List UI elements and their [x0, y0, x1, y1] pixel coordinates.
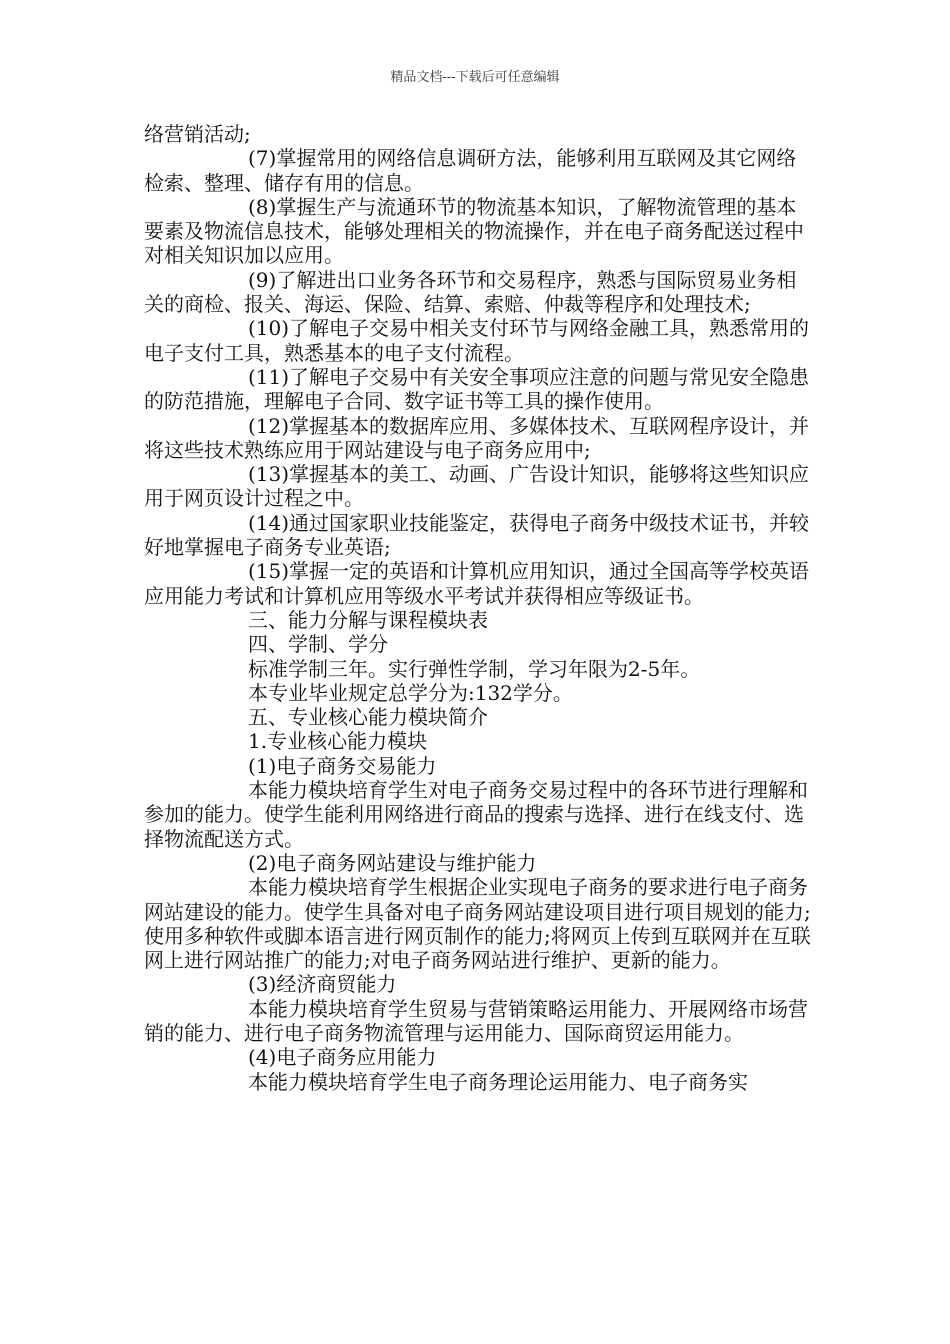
paragraph: (1)电子商务交易能力: [248, 753, 437, 778]
paragraph: (14)通过国家职业技能鉴定，获得电子商务中级技术证书，并较好地掌握电子商务专业英语;: [144, 510, 810, 560]
paragraph: 本能力模块培育学生对电子商务交易过程中的各环节进行理解和参加的能力。使学生能利用网络进行商品的搜索与选择、进行在线支付、选择物流配送方式。: [144, 778, 808, 851]
paragraph: (4)电子商务应用能力: [248, 1045, 437, 1070]
paragraph: 标准学制三年。实行弹性学制，学习年限为2-5年。: [248, 656, 701, 681]
paragraph: 1.专业核心能力模块: [248, 729, 428, 754]
page-header: 精品文档---下载后可任意编辑: [390, 70, 560, 85]
paragraph: (2)电子商务网站建设与维护能力: [248, 850, 537, 875]
paragraph: (8)掌握生产与流通环节的物流基本知识，了解物流管理的基本要素及物流信息技术，能够处理相关的物流操作，并在电子商务配送过程中对相关知识加以应用。: [144, 194, 804, 268]
document-body: [144, 122, 816, 1094]
paragraph: (12)掌握基本的数据库应用、多媒体技术、互联网程序设计，并将这些技术熟练应用于网站建设与电子商务应用中;: [144, 413, 810, 462]
paragraph: 五、专业核心能力模块简介: [248, 705, 488, 730]
paragraph: 本能力模块培育学生电子商务理论运用能力、电子商务实: [248, 1069, 748, 1094]
paragraph: (3)经济商贸能力: [248, 972, 397, 997]
paragraph: (13)掌握基本的美工、动画、广告设计知识，能够将这些知识应用于网页设计过程之中。: [144, 462, 810, 511]
paragraph: (7)掌握常用的网络信息调研方法，能够利用互联网及其它网络检索、整理、储存有用的信息。: [144, 146, 797, 195]
paragraph: 四、学制、学分: [248, 632, 388, 657]
paragraph: (10)了解电子交易中相关支付环节与网络金融工具，熟悉常用的电子支付工具，熟悉基本的电子支付流程。: [144, 316, 810, 365]
paragraph: (15)掌握一定的英语和计算机应用知识，通过全国高等学校英语应用能力考试和计算机应用等级水平考试并获得相应等级证书。: [144, 559, 810, 608]
paragraph: (11)了解电子交易中有关安全事项应注意的问题与常见安全隐患的防范措施，理解电子合同、数字证书等工具的操作使用。: [144, 364, 810, 414]
paragraph: 本能力模块培育学生根据企业实现电子商务的要求进行电子商务网站建设的能力。使学生具备对电子商务网站建设项目进行项目规划的能力;使用多种软件或脚本语言进行网页制作的能力;将网页上传到互联网并在互联网上进行网站推广的能力;对电子商务网站进行维护、更新的能力。: [144, 875, 811, 973]
paragraph: 络营销活动;: [144, 122, 251, 146]
paragraph: 本能力模块培育学生贸易与营销策略运用能力、开展网络市场营销的能力、进行电子商务物流管理与运用能力、国际商贸运用能力。: [144, 996, 808, 1045]
paragraph: 三、能力分解与课程模块表: [248, 607, 488, 632]
paragraph: 本专业毕业规定总学分为:132学分。: [248, 680, 573, 705]
paragraph: (9)了解进出口业务各环节和交易程序，熟悉与国际贸易业务相关的商检、报关、海运、保险、结算、索赔、仲裁等程序和处理技术;: [144, 267, 797, 317]
